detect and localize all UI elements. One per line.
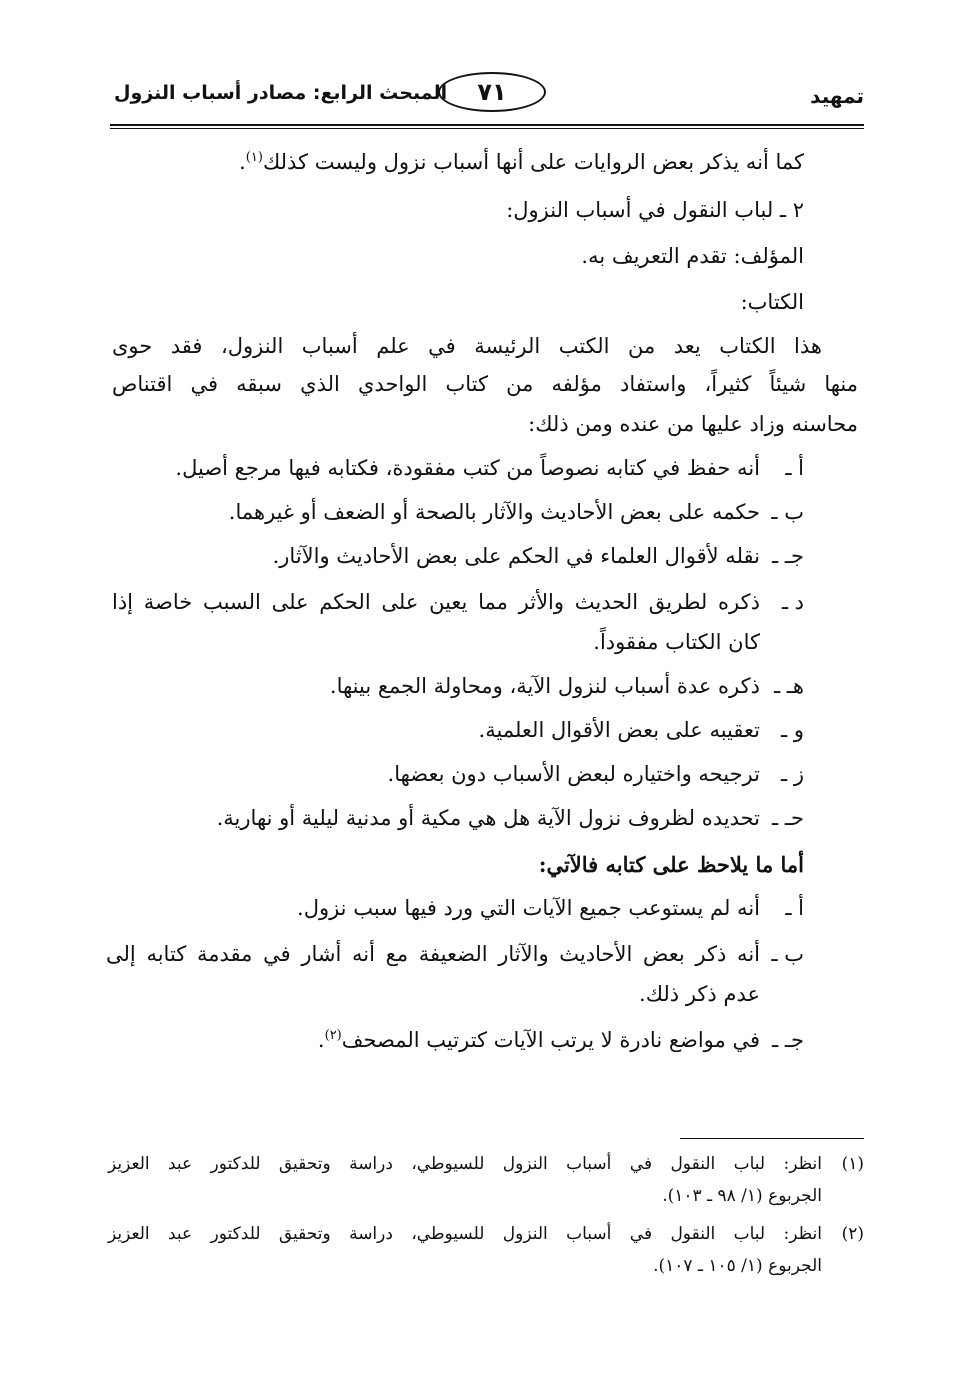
item-label: و ـ [781, 718, 804, 742]
item-text: أنه ذكر بعض الأحاديث والآثار الضعيفة مع أنه أشار في مقدمة كتابه إلى [106, 942, 760, 966]
chapter-title: تمهيد [810, 84, 864, 108]
footnote-divider [680, 1138, 864, 1139]
paragraph-line: محاسنه وزاد عليها من عنده ومن ذلك: [528, 412, 858, 436]
page-header [110, 72, 864, 120]
item-text: ذكره عدة أسباب لنزول الآية، ومحاولة الجمع بينها. [329, 674, 760, 698]
item-text: ذكره لطريق الحديث والأثر مما يعين على الحكم على السبب خاصة إذا [112, 590, 760, 614]
item-text: ترجيحه واختياره لبعض الأسباب دون بعضها. [387, 762, 760, 786]
item-text-continued: عدم ذكر ذلك. [639, 982, 760, 1006]
item-label: ب ـ [771, 942, 804, 966]
footnote-text: انظر: لباب النقول في أسباب النزول للسيوطي، دراسة وتحقيق للدكتور عبد العزيز [108, 1224, 822, 1244]
section-title: المبحث الرابع: مصادر أسباب النزول [114, 82, 448, 104]
item-label: هـ ـ [773, 674, 804, 698]
item-text: تحديده لظروف نزول الآية هل هي مكية أو مدنية ليلية أو نهارية. [216, 806, 760, 830]
item-label: ز ـ [781, 762, 804, 786]
section-heading: ٢ ـ لباب النقول في أسباب النزول: [506, 198, 804, 222]
header-divider-thin [110, 128, 864, 129]
item-label: جـ ـ [772, 1028, 804, 1052]
paragraph-line: منها شيئاً كثيراً، واستفاد مؤلفه من كتاب الواحدي الذي سبقه في اقتناص [112, 372, 858, 396]
paragraph-line: هذا الكتاب يعد من الكتب الرئيسة في علم أسباب النزول، فقد حوى [112, 334, 822, 358]
footnote-ref: (١) [245, 150, 263, 165]
item-label: أ ـ [785, 456, 804, 480]
item-text: حكمه على بعض الأحاديث والآثار بالصحة أو الضعف أو غيرهما. [228, 500, 760, 524]
book-label: الكتاب: [740, 290, 804, 314]
item-label: حـ ـ [772, 806, 804, 830]
subheading: أما ما يلاحظ على كتابه فالآتي: [538, 852, 804, 877]
footnote-ref: (٢) [324, 1028, 342, 1043]
page-number: ٧١ [438, 72, 546, 112]
footnote-number: (٢) [841, 1224, 864, 1244]
item-text: نقله لأقوال العلماء في الحكم على بعض الأحاديث والآثار. [272, 544, 760, 568]
item-label: د ـ [781, 590, 804, 614]
item-text: أنه حفظ في كتابه نصوصاً من كتب مفقودة، فكتابه فيها مرجع أصيل. [175, 456, 760, 480]
footnote-number: (١) [841, 1154, 864, 1174]
item-text-continued: كان الكتاب مفقوداً. [593, 630, 760, 654]
item-label: ب ـ [771, 500, 804, 524]
footnote-text-continued: الجربوع (١/ ١٠٥ ـ ١٠٧). [653, 1256, 822, 1276]
footnote-text-continued: الجربوع (١/ ٩٨ ـ ١٠٣). [662, 1186, 822, 1206]
item-label: جـ ـ [772, 544, 804, 568]
item-text: في مواضع نادرة لا يرتب الآيات كترتيب المصحف$^{(٢)}$. [317, 1028, 760, 1052]
author-line: المؤلف: تقدم التعريف به. [581, 244, 804, 268]
item-label: أ ـ [785, 896, 804, 920]
item-text: أنه لم يستوعب جميع الآيات التي ورد فيها سبب نزول. [297, 896, 760, 920]
text-line: كما أنه يذكر بعض الروايات على أنها أسباب نزول وليست كذلك$^{(١)}$. [239, 150, 804, 174]
item-text: تعقيبه على بعض الأقوال العلمية. [478, 718, 760, 742]
footnote-text: انظر: لباب النقول في أسباب النزول للسيوطي، دراسة وتحقيق للدكتور عبد العزيز [108, 1154, 822, 1174]
header-divider [110, 124, 864, 126]
